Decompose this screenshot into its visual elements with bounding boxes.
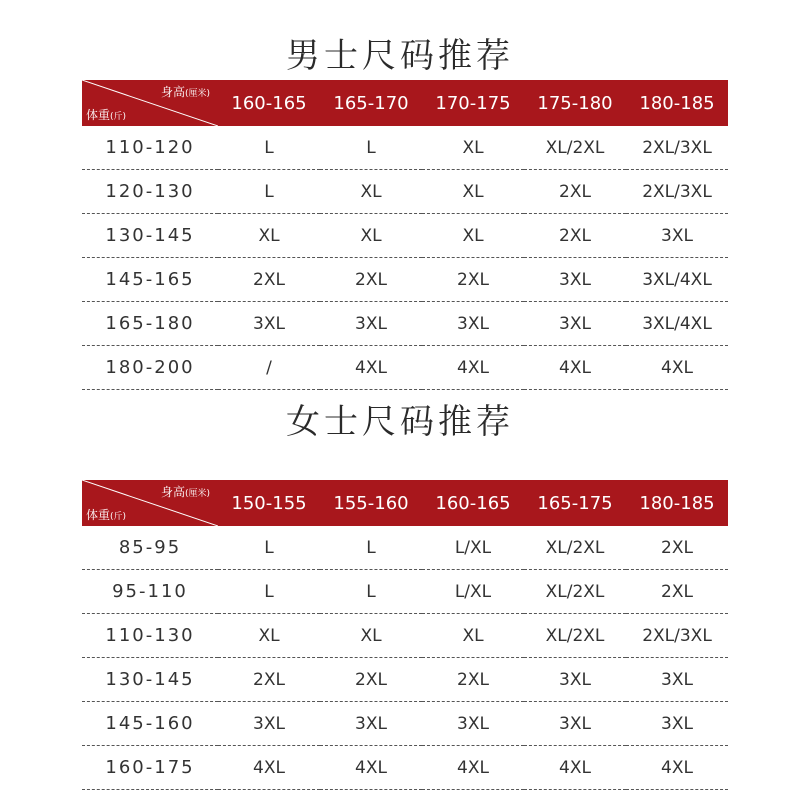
- men-col-header: 175-180: [537, 92, 613, 114]
- size-cell: XL: [320, 614, 422, 658]
- size-cell: XL: [422, 214, 524, 258]
- size-cell: 2XL/3XL: [626, 170, 728, 214]
- weight-unit: (斤): [110, 512, 127, 522]
- size-cell: 3XL: [524, 702, 626, 746]
- size-cell: 4XL: [524, 746, 626, 790]
- size-cell: 4XL: [422, 346, 524, 390]
- table-row: [82, 570, 728, 614]
- size-cell: 2XL: [626, 526, 728, 570]
- size-cell: 3XL: [422, 702, 524, 746]
- men-col-header: 170-175: [435, 92, 511, 114]
- size-cell: XL: [320, 214, 422, 258]
- size-cell: 2XL: [524, 214, 626, 258]
- size-cell: 2XL: [218, 258, 320, 302]
- size-cell: L: [218, 126, 320, 170]
- women-header-row: [82, 480, 728, 526]
- men-corner-header: [82, 80, 218, 126]
- women-col-header: 180-185: [639, 492, 715, 514]
- size-cell: 4XL: [422, 746, 524, 790]
- height-axis-label: [161, 83, 210, 100]
- weight-range-cell: 130-145: [82, 214, 218, 258]
- height-axis-label: [161, 483, 210, 500]
- table-row: [82, 702, 728, 746]
- size-cell: 3XL: [422, 302, 524, 346]
- height-unit: (厘米): [184, 489, 210, 499]
- size-cell: XL/2XL: [524, 570, 626, 614]
- weight-label: 体重: [86, 108, 111, 122]
- size-cell: 3XL: [626, 214, 728, 258]
- weight-range-cell: 85-95: [82, 526, 218, 570]
- size-cell: 4XL: [524, 346, 626, 390]
- women-col-header: 160-165: [435, 492, 511, 514]
- weight-range-cell: 120-130: [82, 170, 218, 214]
- size-cell: L: [218, 526, 320, 570]
- size-cell: 2XL: [422, 258, 524, 302]
- size-cell: 2XL: [320, 258, 422, 302]
- size-cell: XL/2XL: [524, 614, 626, 658]
- size-cell: L/XL: [422, 526, 524, 570]
- table-row: [82, 658, 728, 702]
- weight-label: 体重: [86, 508, 111, 522]
- size-cell: XL: [422, 170, 524, 214]
- size-cell: 3XL: [524, 258, 626, 302]
- weight-axis-label: [86, 506, 126, 523]
- size-cell: 3XL: [218, 702, 320, 746]
- height-unit: (厘米): [184, 89, 210, 99]
- size-cell: 2XL: [524, 170, 626, 214]
- size-cell: 4XL: [626, 346, 728, 390]
- size-cell: 3XL/4XL: [626, 258, 728, 302]
- table-row: [82, 302, 728, 346]
- size-cell: 2XL/3XL: [626, 126, 728, 170]
- men-size-title: 男士尺码推荐: [286, 36, 514, 76]
- weight-axis-label: [86, 106, 126, 123]
- size-cell: 2XL: [218, 658, 320, 702]
- weight-range-cell: 110-120: [82, 126, 218, 170]
- size-cell: 2XL: [626, 570, 728, 614]
- men-header-row: [82, 80, 728, 126]
- size-cell: XL: [320, 170, 422, 214]
- size-cell: 3XL: [320, 702, 422, 746]
- height-label: 身高: [160, 85, 185, 99]
- size-cell: XL: [422, 614, 524, 658]
- size-cell: 3XL: [524, 658, 626, 702]
- weight-range-cell: 130-145: [82, 658, 218, 702]
- women-col-header: 165-175: [537, 492, 613, 514]
- size-cell: 2XL: [320, 658, 422, 702]
- weight-range-cell: 110-130: [82, 614, 218, 658]
- size-cell: L: [320, 126, 422, 170]
- weight-range-cell: 180-200: [82, 346, 218, 390]
- size-cell: L: [320, 526, 422, 570]
- women-col-header: 155-160: [333, 492, 409, 514]
- weight-range-cell: 165-180: [82, 302, 218, 346]
- size-cell: 3XL: [626, 658, 728, 702]
- table-row: [82, 258, 728, 302]
- size-cell: L: [218, 170, 320, 214]
- size-cell: 3XL: [626, 702, 728, 746]
- size-cell: 2XL/3XL: [626, 614, 728, 658]
- height-label: 身高: [160, 485, 185, 499]
- size-cell: L/XL: [422, 570, 524, 614]
- men-col-header: 180-185: [639, 92, 715, 114]
- table-row: [82, 346, 728, 390]
- women-col-header: 150-155: [231, 492, 307, 514]
- size-cell: L: [218, 570, 320, 614]
- table-row: [82, 614, 728, 658]
- weight-range-cell: 160-175: [82, 746, 218, 790]
- men-col-header: 165-170: [333, 92, 409, 114]
- size-cell: XL/2XL: [524, 126, 626, 170]
- size-cell: XL: [218, 214, 320, 258]
- table-row: [82, 126, 728, 170]
- size-cell: 3XL: [524, 302, 626, 346]
- women-corner-header: [82, 480, 218, 526]
- table-row: [82, 170, 728, 214]
- size-cell: L: [320, 570, 422, 614]
- size-cell: 4XL: [218, 746, 320, 790]
- size-cell: 3XL: [320, 302, 422, 346]
- table-row: [82, 746, 728, 790]
- size-cell: 3XL/4XL: [626, 302, 728, 346]
- size-cell: 4XL: [320, 346, 422, 390]
- size-cell: 3XL: [218, 302, 320, 346]
- size-cell: 4XL: [320, 746, 422, 790]
- men-size-table: [82, 80, 728, 390]
- size-cell: XL: [422, 126, 524, 170]
- weight-range-cell: 145-165: [82, 258, 218, 302]
- size-cell: /: [218, 346, 320, 390]
- table-row: [82, 214, 728, 258]
- weight-unit: (斤): [110, 112, 127, 122]
- weight-range-cell: 145-160: [82, 702, 218, 746]
- men-col-header: 160-165: [231, 92, 307, 114]
- size-cell: 4XL: [626, 746, 728, 790]
- table-row: [82, 526, 728, 570]
- size-cell: XL/2XL: [524, 526, 626, 570]
- women-size-table: [82, 480, 728, 790]
- size-cell: 2XL: [422, 658, 524, 702]
- weight-range-cell: 95-110: [82, 570, 218, 614]
- size-cell: XL: [218, 614, 320, 658]
- women-size-title: 女士尺码推荐: [286, 402, 514, 442]
